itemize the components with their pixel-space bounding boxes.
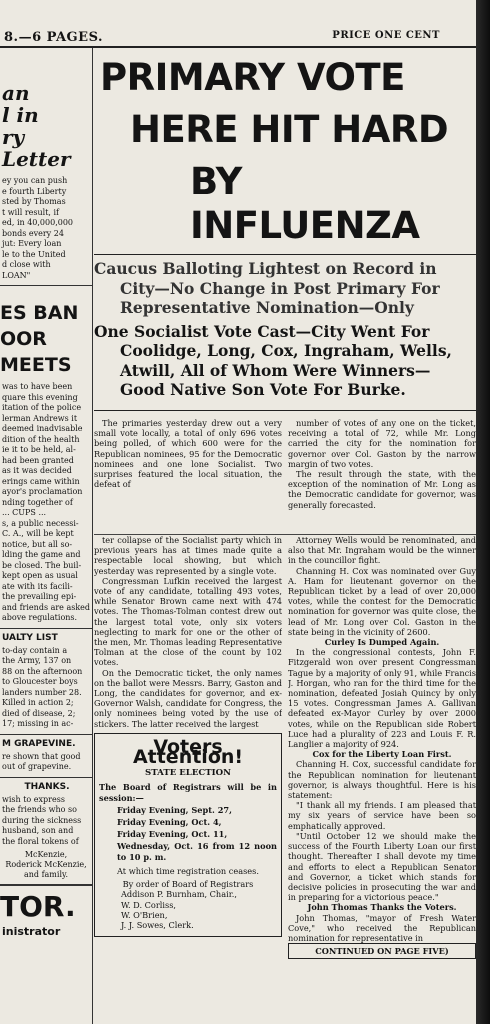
divider: [0, 884, 92, 886]
lower-col-2-text: [288, 535, 476, 637]
story-paragraph: On the Democratic ticket, the only names on the ballot were Messrs. Barry, Gaston and Long, the candidates for governor, and ex-Governor Walsh, candidate for Congress, the only nominees being voted by the use of stickers. The latter received the largest: [94, 667, 282, 729]
casualty-body: [0, 646, 92, 730]
headline-line-2: HERE HIT HARD: [130, 108, 449, 151]
ban-article: [0, 300, 92, 624]
cox-paragraph: "Until October 12 we should make the success of the Fourth Liberty Loan our first thought. Thereafter I shall devote my time and efforts to elect a Republican Senator and Governor, a ticket which stands for decisive policies in prosecuting the war and in preparing for a victorious peace.": [288, 830, 476, 903]
story-top-columns: [94, 418, 476, 538]
voters-notice: [94, 733, 282, 937]
subheadline: One Socialist Vote Cast—City Went For Coolidge, Long, Cox, Ingraham, Wells, Atwill, All of Whom Were Winners—Good Native Son Vote For Burke.: [94, 321, 452, 399]
story-lower-columns: [94, 534, 476, 1024]
thanks-signature-line: McKenzie,: [24, 850, 68, 859]
ban-line: dition of the health: [2, 434, 80, 444]
price-label: PRICE ONE CENT: [332, 30, 440, 41]
notice-signer: J. J. Sowes, Clerk.: [121, 919, 194, 930]
main-article: [94, 48, 476, 1024]
ban-line: ate with its facili-: [2, 581, 73, 591]
thomas-subhead: John Thomas Thanks the Voters.: [307, 902, 457, 913]
notice-title: Voters Attention!: [132, 735, 244, 769]
loan-line: d close with: [2, 260, 51, 269]
ban-headline-2: OOR MEETS: [0, 328, 72, 376]
divider: [0, 777, 92, 778]
notice-subtitle: STATE ELECTION: [144, 768, 231, 779]
casualty-line: 17; missing in ac-: [2, 719, 74, 728]
ban-line: notice, but all so-: [2, 539, 73, 549]
ban-line: ... CUPS ...: [2, 508, 47, 517]
ban-headline-1: ES BAN: [0, 302, 79, 324]
story-para-a: number of votes of any one on the ticket, receiving a total of 72, while Mr. Long carried the city for the nomination for governor over Col. Gaston by the narrow margin of two votes.: [288, 418, 476, 469]
subheadline-partial: Caucus Balloting Lightest on Record in City—No Change in Post Primary For Representative Nomination—Only: [94, 259, 440, 317]
thanks-article: [0, 782, 92, 881]
ban-line: had been granted: [2, 455, 74, 465]
story-paragraph: Congressman Lufkin received the largest vote of any candidate, totalling 493 votes, while Senator Brown came next with 474 votes. The Thomas-Tolman contest drew out the largest total vote, only six voters neglecting to mark for one or the other of the men, Mr. Thomas leading Representative Tolman at the close of the count by 102 votes.: [94, 575, 282, 668]
loan-article: [0, 82, 92, 281]
ban-line: lerman Andrews it: [2, 413, 78, 423]
ban-line: ayor's proclamation: [2, 487, 83, 496]
thanks-headline: THANKS.: [24, 781, 70, 792]
cox-paragraph: "I thank all my friends. I am pleased that my six years of service have been so emphatically approved.: [288, 800, 476, 831]
notice-cease: At which time registration ceases.: [117, 865, 259, 876]
loan-line: sted by Thomas: [2, 197, 66, 206]
loan-body: [0, 176, 92, 281]
cox-text: [288, 759, 476, 902]
story-paragraph: Channing H. Cox was nominated over Guy A. Ham for lieutenant governor on the Republican ticket by a lead of over 20,000 votes, while the contest for the Democratic nomination for governor was quite close, the lead of Mr. Long over Col. Gaston in the state being in the vicinity of 2600.: [288, 565, 476, 637]
notice-date: Friday Evening, Sept. 27,: [117, 804, 232, 815]
notice-signer: W. D. Corliss,: [121, 899, 177, 910]
continued-link[interactable]: CONTINUED ON PAGE FIVE): [288, 943, 476, 959]
ban-line: nding together of: [2, 497, 73, 507]
subhead-rule: [94, 410, 476, 411]
divider: [0, 285, 92, 286]
ban-line: deemed inadvisable: [2, 424, 83, 433]
grapevine-article: [0, 739, 92, 773]
ban-line: s, a public necessi-: [2, 518, 79, 528]
ban-line: erings came within: [2, 476, 80, 486]
grapevine-line: out of grapevine.: [2, 762, 72, 771]
ban-line: as it was decided: [2, 466, 72, 475]
ad-subline: inistrator: [2, 925, 61, 938]
cox-paragraph: Channing H. Cox, successful candidate for the Republican nomination for lieutenant governor, is always thoughtful. Here is his statement:: [288, 759, 476, 801]
notice-signer: W. O'Brien,: [121, 909, 168, 920]
notice-order: By order of Board of Registrars: [122, 879, 254, 890]
ban-line: the prevailing epi-: [2, 592, 77, 601]
story-para-b: The result through the state, with the exception of the nomination of Mr. Long as the Democratic candidate for governor, was generally forecasted.: [288, 469, 476, 510]
loan-headline-3: ry Letter: [2, 125, 71, 171]
story-col-1: [94, 418, 282, 538]
ban-line: lding the game and: [2, 550, 81, 559]
grapevine-headline: M GRAPEVINE.: [2, 738, 76, 749]
casualty-line: to Gloucester boys: [2, 677, 78, 686]
thanks-signature-line: and family.: [23, 870, 69, 879]
curley-para: In the congressional contests, John F. Fitzgerald won over present Congressman Tague by a majority of only 91, while Francis J. Horgan, who ran for the third time for the nomination, defeated Josiah Quincy by only 15 votes. Congressman James A. Gallivan defeated ex-Mayor Curley by over 2000 votes, while on the Republican side Robert Luce had a plurality of 223 and Louis F. R. Langlier a majority of 924.: [288, 647, 476, 750]
notice-date: Friday Evening, Oct. 4,: [117, 817, 222, 828]
ban-line: quare this evening: [2, 392, 78, 402]
ban-line: and friends are asked: [2, 602, 91, 612]
thanks-signature-line: Roderick McKenzie,: [5, 860, 87, 869]
loan-headline-1: an: [2, 81, 30, 105]
casualty-headline: UALTY LIST: [2, 632, 58, 643]
casualty-line: landers number 28.: [2, 687, 82, 697]
ban-body: [0, 382, 92, 624]
headline-line-3: BY INFLUENZA: [190, 160, 420, 247]
lower-col-1: [94, 535, 282, 1024]
thanks-signature: [0, 850, 92, 880]
ban-line: be closed. The buil-: [2, 560, 82, 570]
ban-line: itation of the police: [2, 403, 82, 412]
binding-edge: [476, 0, 490, 1024]
notice-date: Friday Evening, Oct. 11,: [117, 829, 228, 840]
administrator-ad: [0, 890, 92, 937]
notice-dates: [99, 805, 277, 862]
lower-col-1-text: [94, 535, 282, 729]
notice-intro: The Board of Registrars will be in session:—: [99, 782, 277, 803]
divider: [0, 734, 92, 735]
lower-col-2: [288, 535, 476, 1024]
notice-signer: Addison P. Burnham, Chair.,: [121, 889, 237, 900]
loan-line: le to the United: [2, 249, 66, 259]
loan-line: LOAN": [2, 270, 31, 280]
cox-subhead: Cox for the Liberty Loan First.: [312, 749, 452, 760]
thomas-para: John Thomas, "mayor of Fresh Water Cove," who received the Republican nomination for representative in: [288, 912, 476, 943]
loan-line: ey you can push: [2, 176, 68, 185]
story-paragraph: ter collapse of the Socialist party which in previous years has at times made quite a respectable local showing, but which yesterday was represented by a single vote.: [94, 535, 282, 576]
ban-line: kept open as usual: [2, 571, 78, 580]
masthead-strip: [0, 0, 476, 48]
casualty-line: to-day contain a: [2, 645, 68, 655]
left-column: [0, 48, 93, 1024]
loan-line: e fourth Liberty: [2, 186, 67, 196]
ad-headline: TOR.: [0, 890, 76, 923]
casualty-article: [0, 633, 92, 730]
casualty-line: died of disease, 2;: [2, 708, 76, 718]
thanks-line: during the sickness: [2, 815, 82, 825]
thanks-line: wish to express: [2, 794, 65, 804]
ban-line: was to have been: [2, 382, 73, 391]
ban-line: C. A., will be kept: [2, 529, 74, 538]
grapevine-line: re shown that good: [2, 751, 81, 761]
casualty-line: 88 on the afternoon: [2, 666, 83, 676]
story-paragraph: Attorney Wells would be renominated, and also that Mr. Ingraham would be the winner in the councillor fight.: [288, 535, 476, 566]
ban-line: ie it to be held, al-: [2, 445, 76, 454]
headline-line-1: PRIMARY VOTE: [100, 56, 405, 99]
divider: [0, 628, 92, 629]
grapevine-body: [0, 752, 92, 773]
casualty-line: Killed in action 2;: [2, 698, 74, 707]
loan-line: bonds every 24: [2, 228, 64, 238]
loan-line: t will result, if: [2, 207, 60, 217]
loan-headline-2: l in: [2, 103, 39, 127]
curley-subhead: Curley Is Dumped Again.: [324, 637, 440, 648]
story-lead: The primaries yesterday drew out a very small vote locally, a total of only 696 votes being polled, of which 600 were for the Republican nominees, 95 for the Democratic nominees and one lone Socialist. Two surprises featured the local situation, the defeat of: [94, 418, 282, 490]
page-count: 8.—6 PAGES.: [4, 30, 104, 45]
ban-line: above regulations.: [2, 613, 78, 622]
loan-line: ed, in 40,000,000: [2, 218, 73, 227]
casualty-line: the Army, 137 on: [2, 656, 72, 665]
notice-signers: [99, 889, 277, 930]
thanks-line: the floral tokens of: [2, 836, 79, 846]
notice-date: Wednesday, Oct. 16 from 12 noon to 10 p. m.: [117, 841, 277, 862]
headline-rule: [94, 254, 476, 255]
loan-line: jut: Every loan: [2, 239, 62, 248]
story-col-2: [288, 418, 476, 538]
thanks-body: [0, 795, 92, 848]
thanks-line: the friends who so: [2, 805, 77, 814]
thanks-line: husband, son and: [2, 826, 74, 835]
